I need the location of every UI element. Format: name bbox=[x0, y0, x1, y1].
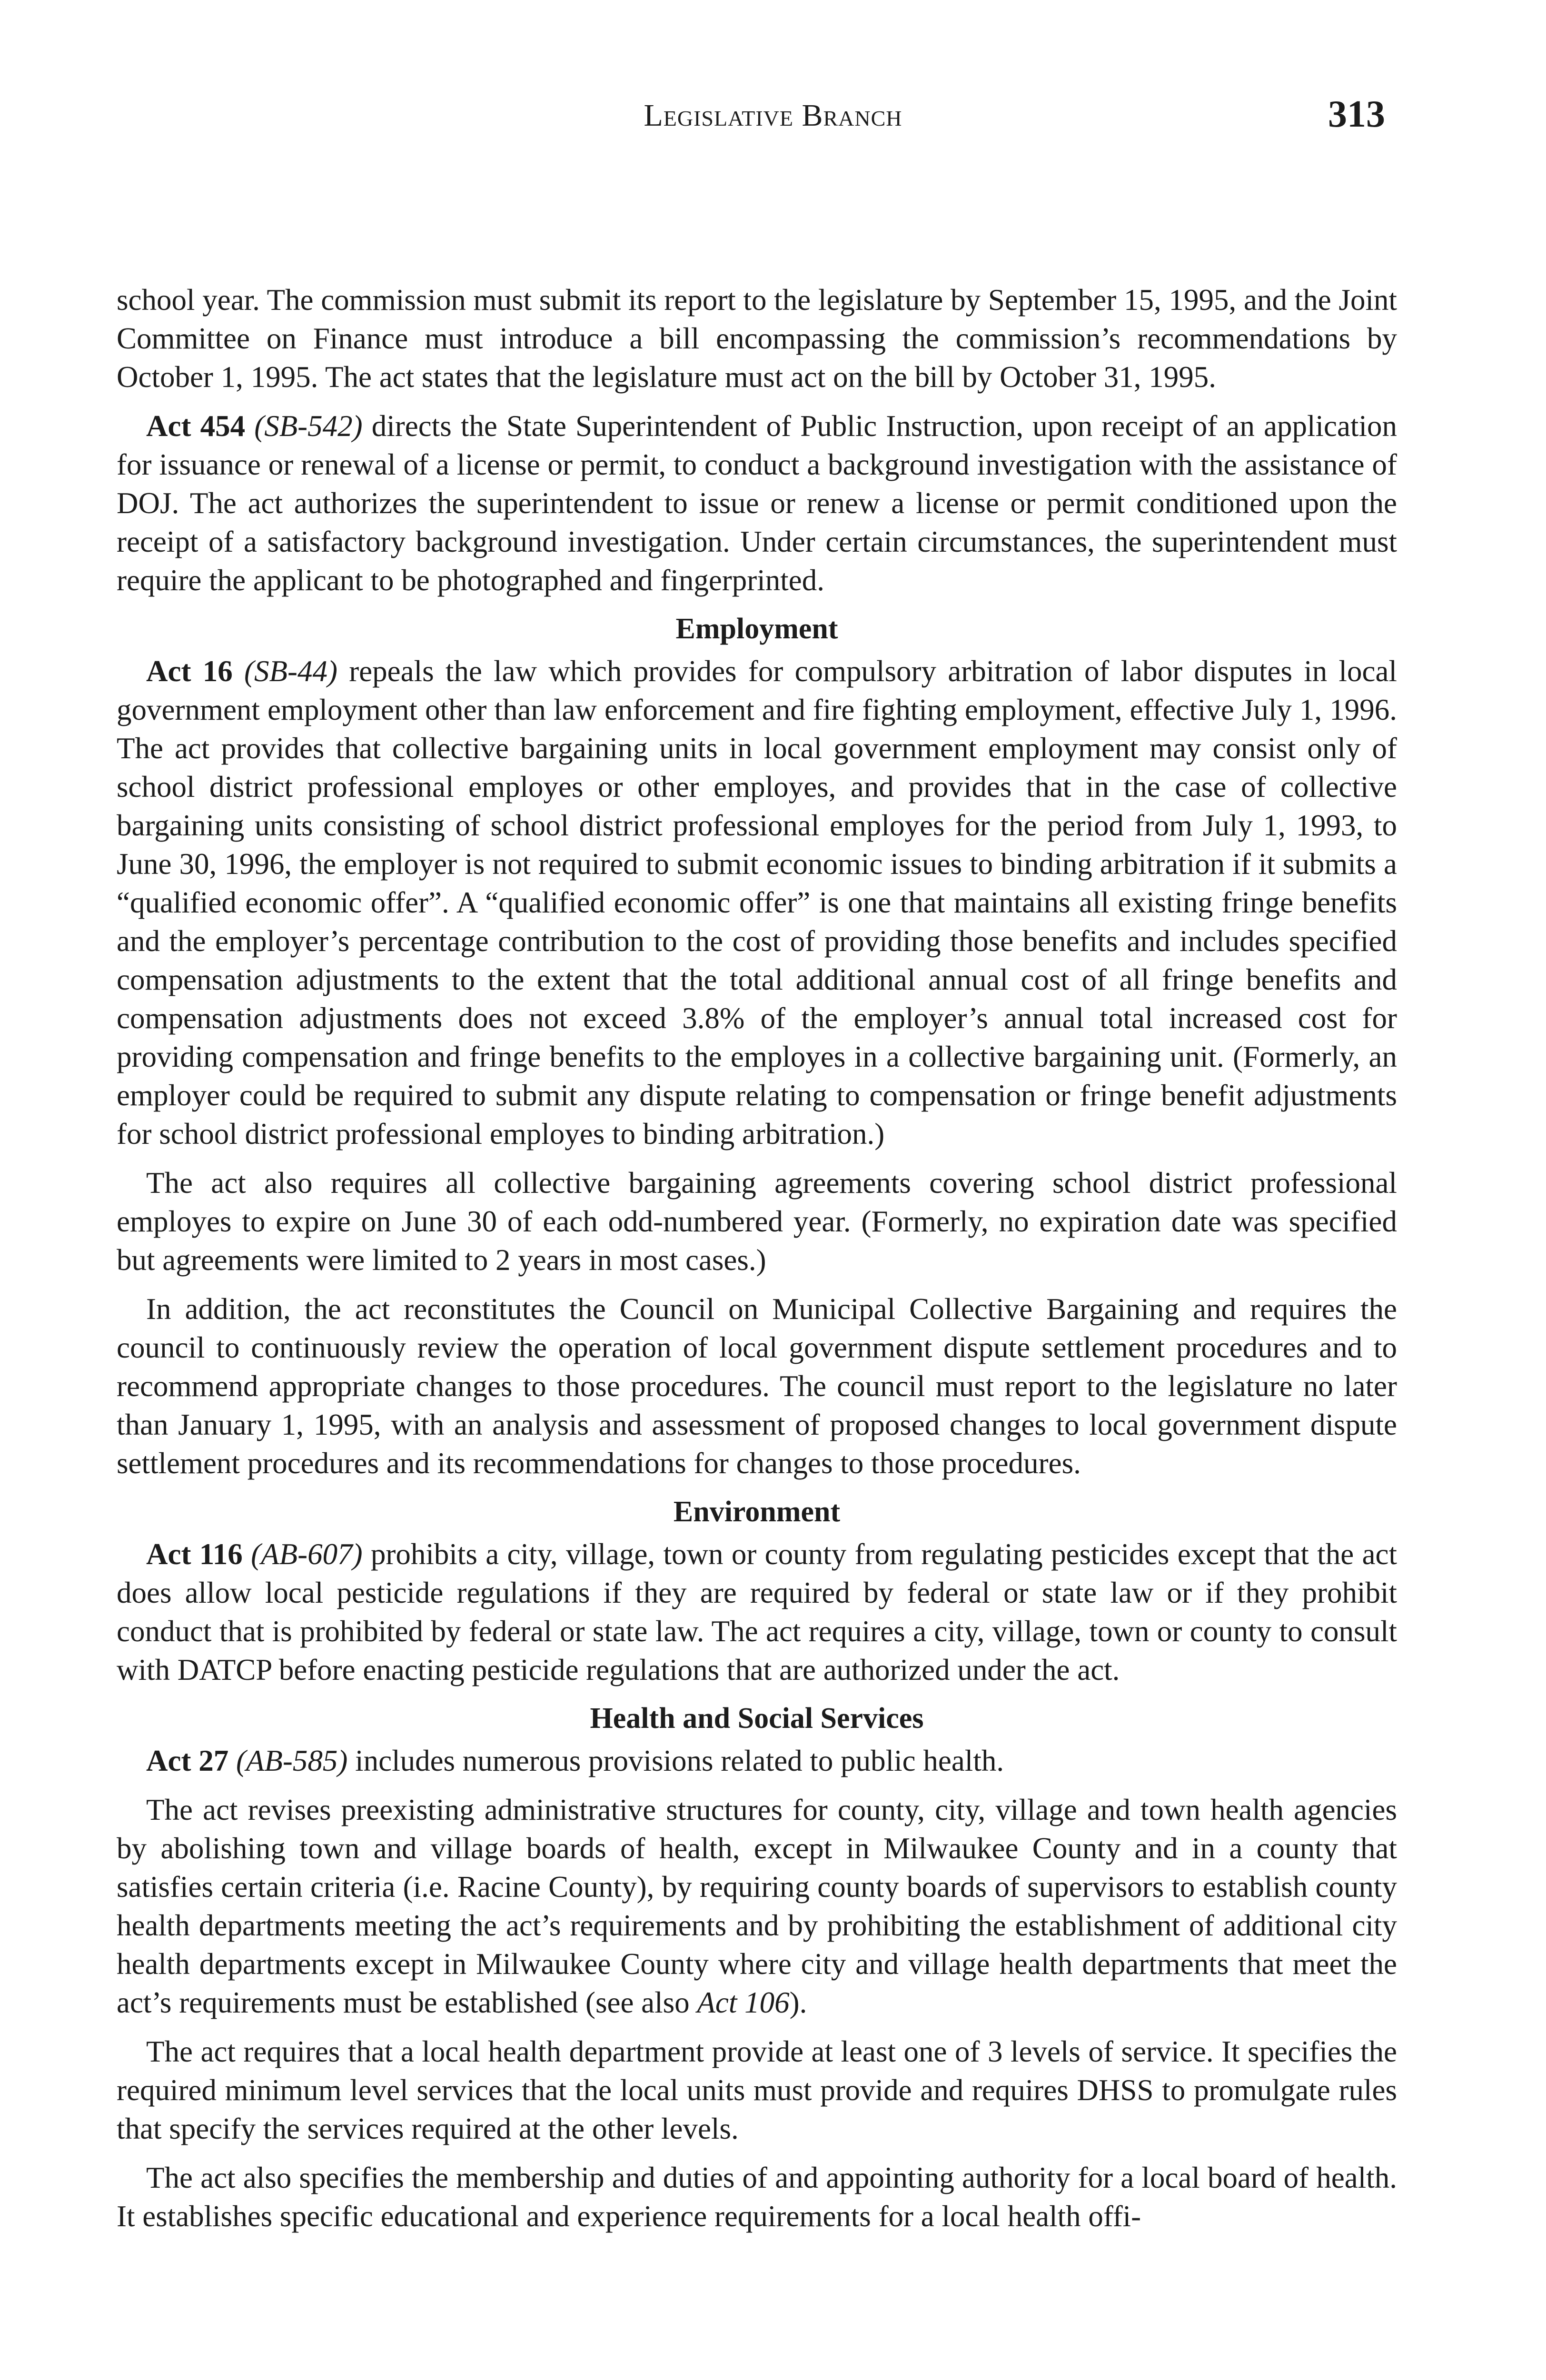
paragraph: The act also specifies the membership and duties of and appointing authority for a local board of health. It establishes specific educational and experience requirements for a local health offi- bbox=[117, 2161, 1397, 2233]
bill-number: (SB-542) bbox=[254, 409, 363, 443]
bill-number: (AB-585) bbox=[236, 1744, 348, 1777]
act-reference: Act 106 bbox=[697, 1986, 790, 2019]
paragraph-text: The act revises preexisting administrative structures for county, city, village and town health agencies by abolishing town and village boards of health, except in Milwaukee County and in a county that satisfies certain criteria (i.e. Racine County), by requiring county boards of supervisors to establish county health departments meeting the act’s requirements and by prohibiting the establishment of additional city health departments except in Milwaukee County where city and village health departments that meet the act’s requirements must be established (see also bbox=[117, 1793, 1397, 2019]
act-number: Act 116 bbox=[146, 1537, 243, 1571]
bill-number: (AB-607) bbox=[251, 1537, 363, 1571]
act-number: Act 16 bbox=[146, 654, 233, 688]
paragraph-text: school year. The commission must submit its report to the legislature by September 15, 1995, and the Joint Committee on Finance must introduce a bill encompassing the commission’s recommendations by October 1, 1995. The act states that the legislature must act on the bill by October 31, 1995. bbox=[117, 283, 1397, 394]
paragraph: The act also requires all collective bargaining agreements covering school district professional employes to expire on June 30 of each odd-numbered year. (Formerly, no expiration date was specified but agreements were limited to 2 years in most cases.) bbox=[117, 1166, 1397, 1277]
paragraph-act-27 bbox=[117, 1742, 1397, 1780]
paragraph bbox=[117, 1791, 1397, 2022]
paragraph-act-16 bbox=[117, 652, 1397, 1153]
section-heading-employment: Employment bbox=[675, 613, 838, 645]
act-number: Act 27 bbox=[146, 1744, 229, 1777]
paragraph-text: repeals the law which provides for compulsory arbitration of labor disputes in local government employment other than law enforcement and fire fighting employment, effective July 1, 1996. The act provides that collective bargaining units in local government employment may consist only of school district professional employes or other employes, and provides that in the case of collective bargaining units consisting of school district professional employes for the period from July 1, 1993, to June 30, 1996, the employer is not required to submit economic issues to binding arbitration if it submits a “qualified economic offer”. A “qualified economic offer” is one that maintains all existing fringe benefits and the employer’s percentage contribution to the cost of providing those benefits and includes specified compensation adjustments to the extent that the total additional annual cost of all fringe benefits and compensation adjustments does not exceed 3.8% of the employer’s annual total increased cost for providing compensation and fringe benefits to the employes in a collective bargaining unit. (Formerly, an employer could be required to submit any dispute relating to compensation or fringe benefit adjustments for school district professional employes to binding arbitration.) bbox=[117, 654, 1397, 1150]
paragraph-text: directs the State Superintendent of Public Instruction, upon receipt of an application for issuance or renewal of a license or permit, to conduct a background investigation with the assistance of DOJ. The act authorizes the superintendent to issue or renew a license or permit conditioned upon the receipt of a satisfactory background investigation. Under certain circumstances, the superintendent must require the applicant to be photographed and fingerprinted. bbox=[117, 409, 1397, 597]
paragraph: In addition, the act reconstitutes the Council on Municipal Collective Bargaining and requires the council to continuously review the operation of local government dispute settlement procedures and to recommend appropriate changes to those procedures. The council must report to the legislature no later than January 1, 1995, with an analysis and assessment of proposed changes to local government dispute settlement procedures and its recommendations for changes to those procedures. bbox=[117, 1292, 1397, 1480]
paragraph-text: prohibits a city, village, town or county from regulating pesticides except that the act does allow local pesticide regulations if they are required by federal or state law or if they prohibit conduct that is prohibited by federal or state law. The act requires a city, village, town or county to consult with DATCP before enacting pesticide regulations that are authorized under the act. bbox=[117, 1537, 1397, 1686]
page-number: 313 bbox=[1328, 93, 1385, 135]
paragraph-act-116 bbox=[117, 1535, 1397, 1689]
paragraph-tail: ). bbox=[789, 1986, 807, 2019]
section-heading-environment: Environment bbox=[673, 1496, 841, 1528]
act-number: Act 454 bbox=[146, 409, 246, 443]
section-heading-health: Health and Social Services bbox=[590, 1702, 924, 1735]
paragraph bbox=[117, 281, 1397, 397]
paragraph-text: includes numerous provisions related to public health. bbox=[347, 1744, 1004, 1777]
running-head: Legislative Branch bbox=[644, 98, 902, 133]
paragraph-act-454 bbox=[117, 407, 1397, 600]
bill-number: (SB-44) bbox=[244, 654, 337, 688]
paragraph: The act requires that a local health department provide at least one of 3 levels of service. It specifies the required minimum level services that the local units must provide and requires DHSS to promulgate rules that specify the services required at the other levels. bbox=[117, 2035, 1397, 2145]
body-text bbox=[117, 281, 1397, 2246]
